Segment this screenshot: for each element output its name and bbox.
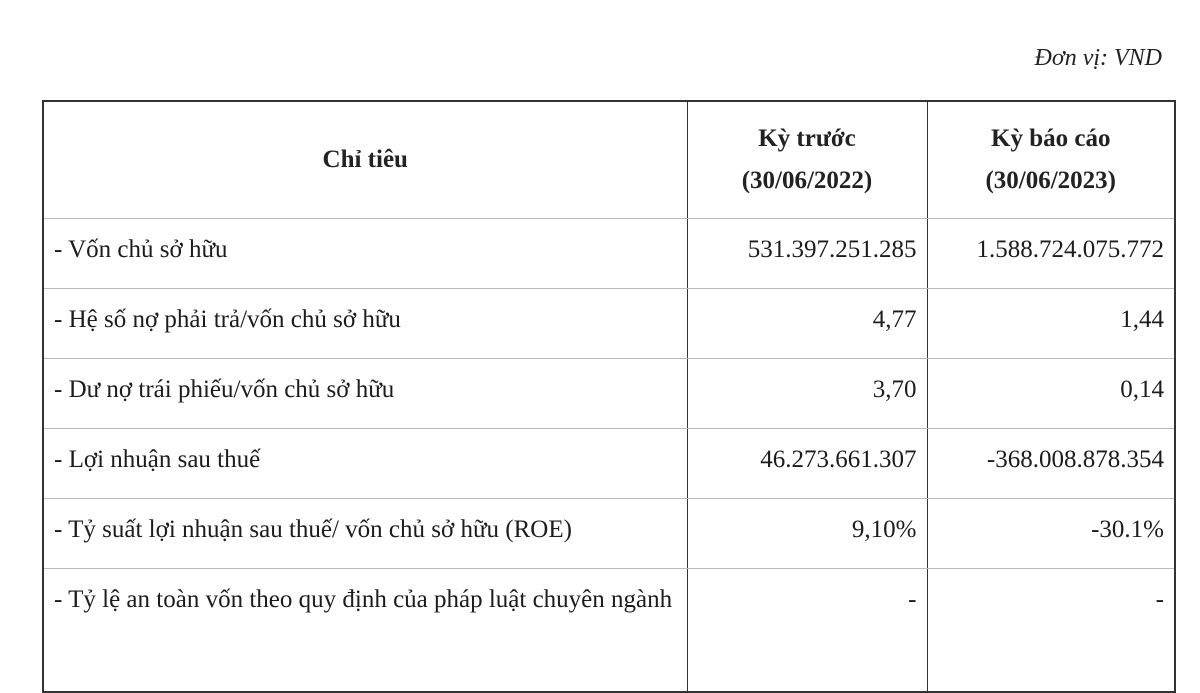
previous-value: 4,77 [687, 289, 927, 359]
previous-value: - [687, 569, 927, 693]
table-row [43, 289, 1175, 359]
previous-value: 46.273.661.307 [687, 429, 927, 499]
header-indicator: Chỉ tiêu [43, 101, 687, 219]
previous-value: 531.397.251.285 [687, 219, 927, 289]
header-previous-period [687, 101, 927, 219]
current-value: -368.008.878.354 [927, 429, 1175, 499]
header-previous-date: (30/06/2022) [741, 167, 873, 194]
table-row [43, 219, 1175, 289]
previous-value: 9,10% [687, 499, 927, 569]
row-label: - Vốn chủ sở hữu [43, 219, 687, 289]
table-header-row [43, 101, 1175, 219]
header-reporting-date: (30/06/2023) [985, 167, 1117, 194]
row-label: - Tỷ suất lợi nhuận sau thuế/ vốn chủ sở hữu (ROE) [43, 499, 687, 569]
row-label: - Lợi nhuận sau thuế [43, 429, 687, 499]
table-row [43, 569, 1175, 693]
table-row [43, 499, 1175, 569]
header-reporting-period [927, 101, 1175, 219]
current-value: -30.1% [927, 499, 1175, 569]
header-previous-title: Kỳ trước [758, 125, 856, 152]
table-row [43, 359, 1175, 429]
header-reporting-title: Kỳ báo cáo [991, 125, 1111, 152]
current-value: - [1155, 586, 1164, 613]
row-label: - Tỷ lệ an toàn vốn theo quy định của pháp luật chuyên ngành [43, 569, 687, 693]
previous-value: 3,70 [687, 359, 927, 429]
current-value: 0,14 [927, 359, 1175, 429]
current-value: 1,44 [927, 289, 1175, 359]
financial-indicators-table [42, 100, 1176, 693]
row-label: - Hệ số nợ phải trả/vốn chủ sở hữu [43, 289, 687, 359]
row-label: - Dư nợ trái phiếu/vốn chủ sở hữu [43, 359, 687, 429]
table-row [43, 429, 1175, 499]
current-value: 1.588.724.075.772 [927, 219, 1175, 289]
unit-label: Đơn vị: VND [1034, 45, 1162, 71]
